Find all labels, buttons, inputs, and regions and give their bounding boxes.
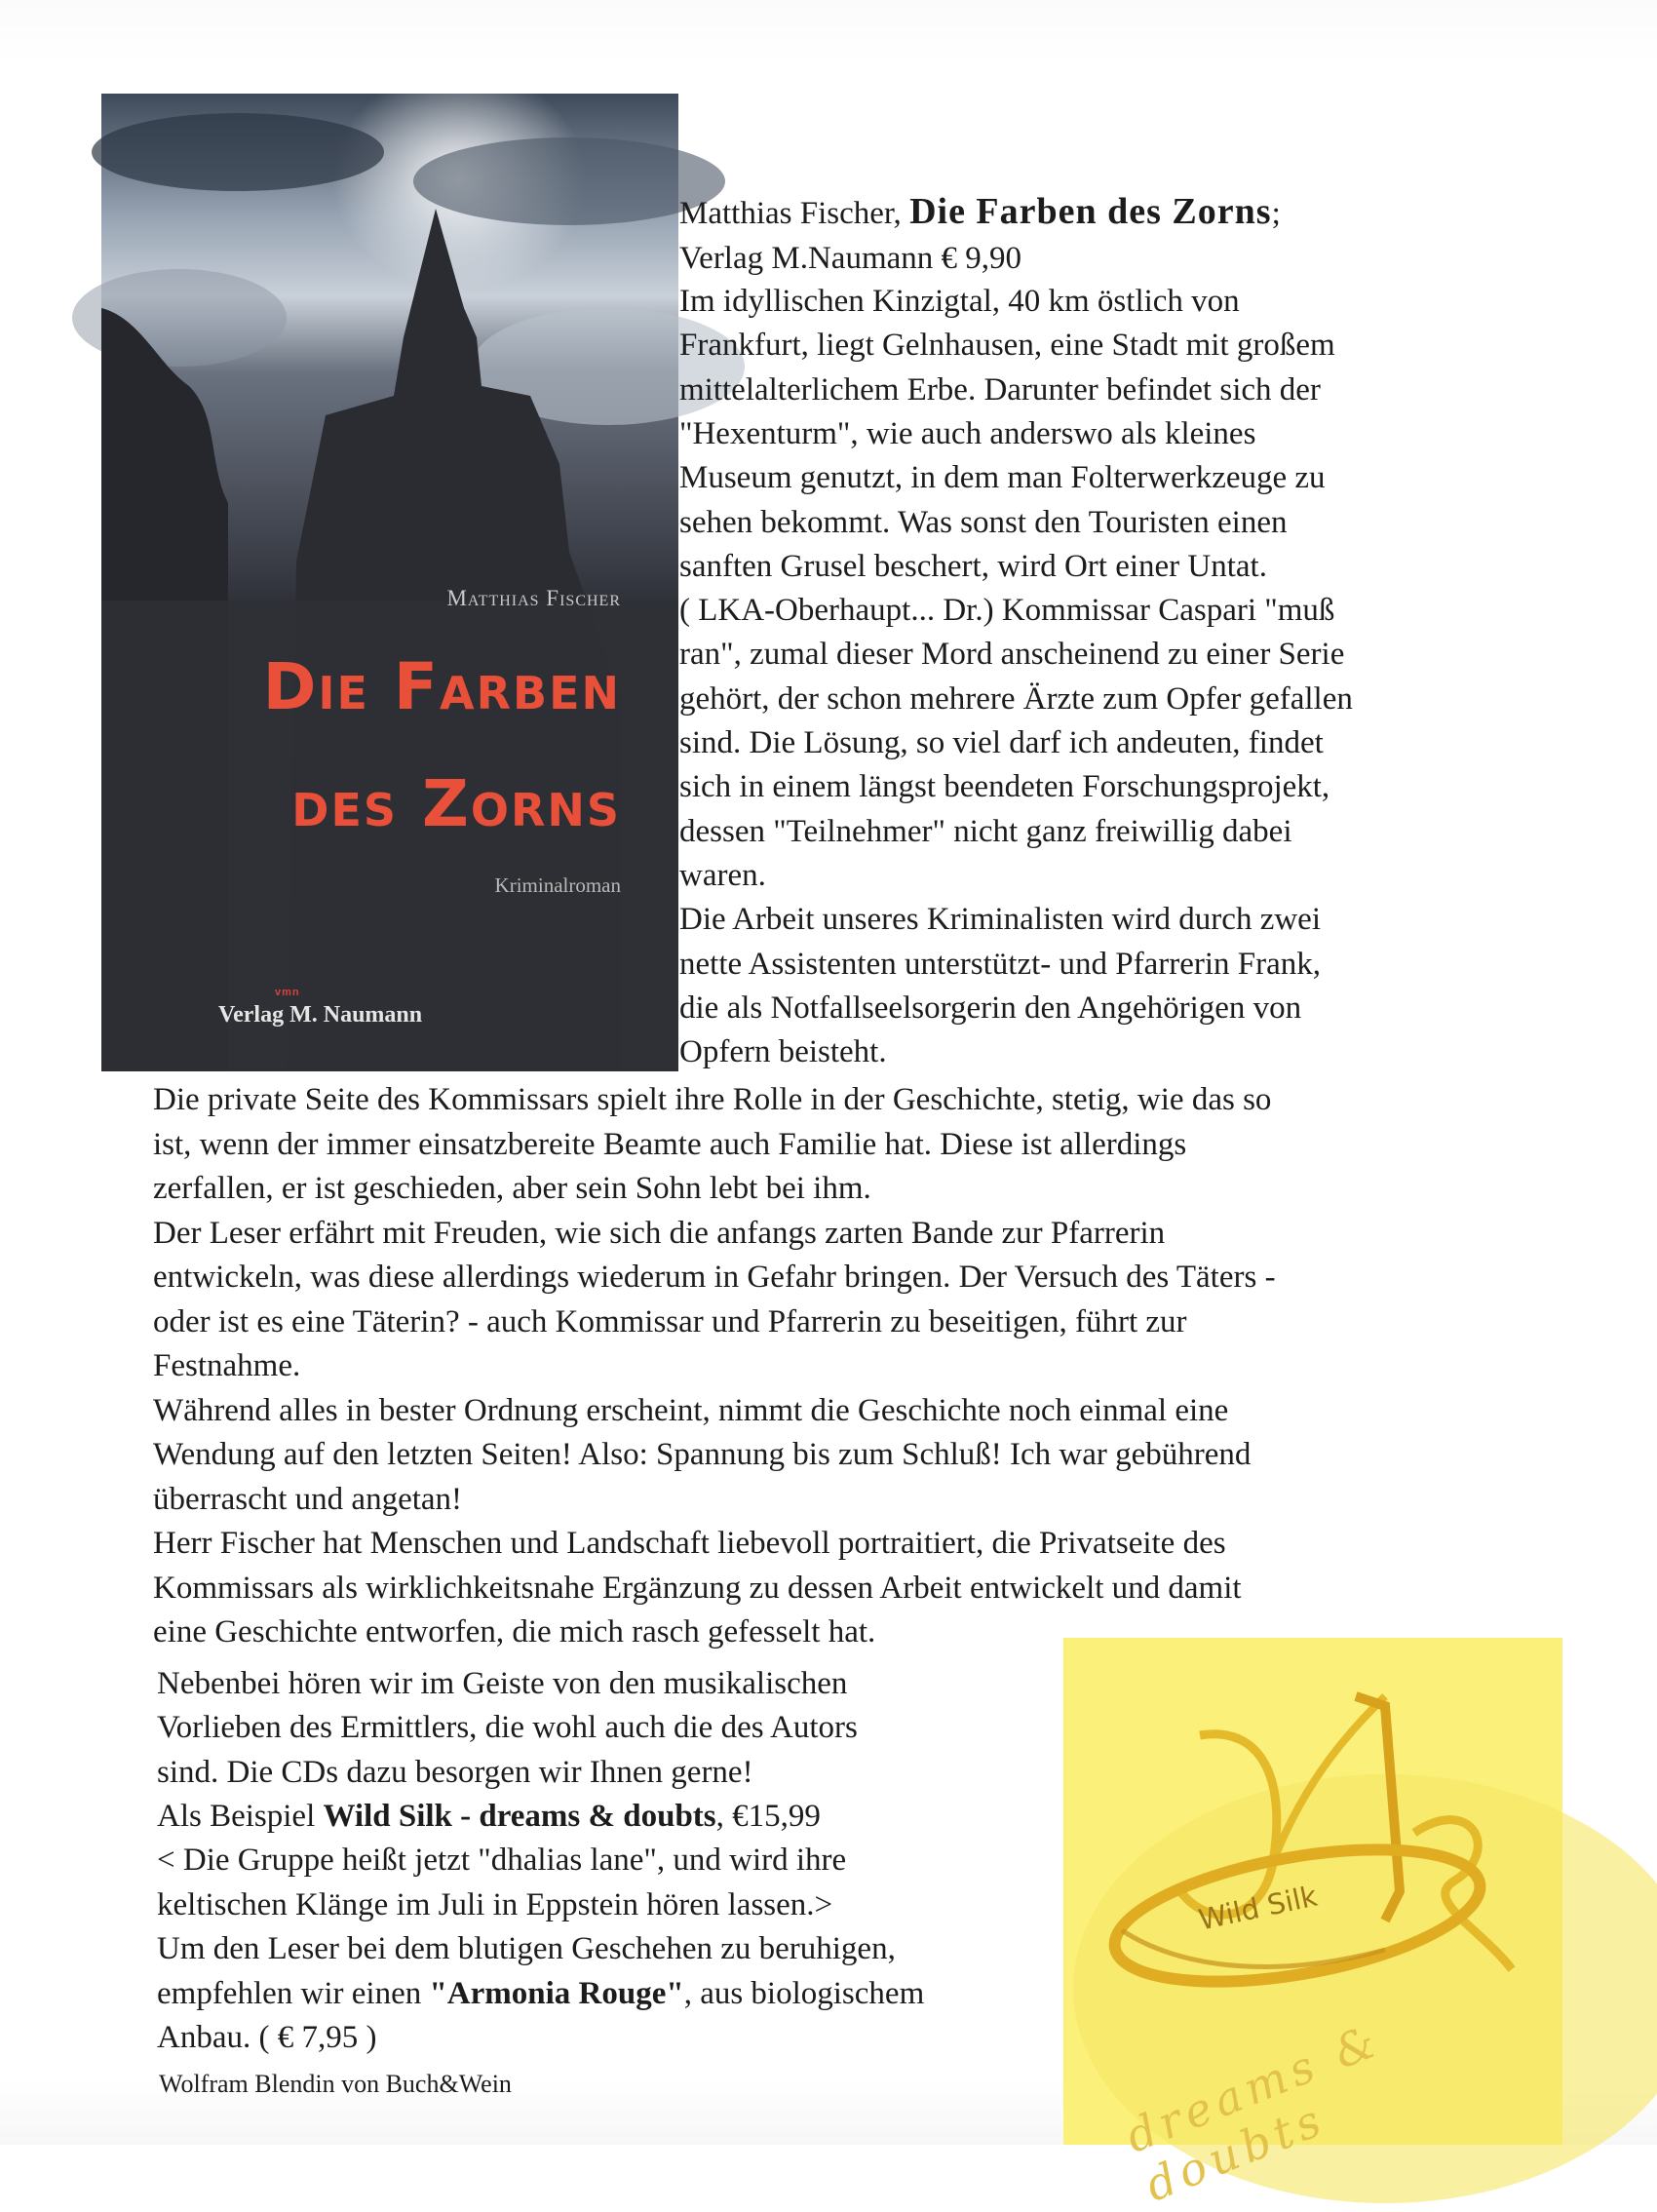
heading-punctuation: ; [1271,196,1281,231]
book-title: Die Farben des Zorns [909,191,1272,232]
cover-title-line1: Die Farben [262,649,621,724]
cd-title: Wild Silk - dreams & doubts [323,1799,716,1834]
cd-cover-image [1063,1638,1562,2212]
cover-publisher: Verlag M. Naumann [218,1002,423,1028]
text-line: sich in einem längst beendeten Forschungsprojekt, [679,769,1330,805]
book-cover-image [101,94,678,1071]
text-line: zerfallen, er ist geschieden, aber sein Sohn lebt bei ihm. [153,1171,871,1206]
text-line: ( LKA-Oberhaupt... Dr.) Kommissar Caspari "muß [679,593,1335,629]
cd-example-line [157,1797,821,1836]
text-line: eine Geschichte entworfen, die mich rasch gefesselt hat. [153,1614,876,1649]
publisher-logo: vmn [275,987,300,998]
text-line: waren. [679,857,766,893]
cover-genre: Kriminalroman [494,873,621,897]
text-line: Nebenbei hören wir im Geiste von den musikalischen [157,1666,848,1701]
text-line: Die Arbeit unseres Kriminalisten wird durch zwei [679,902,1321,938]
text-line: sehen bekommt. Was sonst den Touristen einen [679,504,1288,540]
text-line: Während alles in bester Ordnung erscheint, nimmt die Geschichte noch einmal eine [153,1392,1229,1428]
signature: Wolfram Blendin von Buch&Wein [159,2070,512,2098]
text-line: entwickeln, was diese allerdings wiederum in Gefahr bringen. Der Versuch des Täters - [153,1260,1276,1295]
text-line: mittelalterlichem Erbe. Darunter befindet sich der [679,371,1321,407]
wine-prefix: empfehlen wir einen [157,1976,430,2011]
cd-price: , €15,99 [715,1799,821,1834]
text-line: Frankfurt, liegt Gelnhausen, eine Stadt mit großem [679,328,1335,364]
cover-photo [101,94,678,1071]
cd-tagline: dreams & doubts [1118,2012,1389,2212]
text-line: keltischen Klänge im Juli in Eppstein hören lassen.> [157,1886,833,1922]
text-line: sanften Grusel beschert, wird Ort einer Untat. [679,548,1267,584]
text-line: < Die Gruppe heißt jetzt "dhalias lane", und wird ihre [157,1843,847,1878]
text-line: oder ist es eine Täterin? - auch Kommissar und Pfarrerin zu beseitigen, führt zur [153,1303,1187,1339]
text-line: Vorlieben des Ermittlers, die wohl auch die des Autors [157,1710,858,1746]
publisher-price: Verlag M.Naumann € 9,90 [679,241,1022,276]
text-line: Wendung auf den letzten Seiten! Also: Spannung bis zum Schluß! Ich war gebührend [153,1437,1252,1472]
text-line: Kommissars als wirklichkeitsnahe Ergänzung zu dessen Arbeit entwickelt und damit [153,1570,1242,1606]
wine-recommendation-line [157,1974,924,2013]
text-line: "Hexenturm", wie auch anderswo als kleines [679,415,1256,451]
text-line: ran", zumal dieser Mord anscheinend zu einer Serie [679,637,1345,673]
cd-brand: Wild Silk [1195,1879,1321,1937]
text-line: Um den Leser bei dem blutigen Geschehen zu beruhigen, [157,1931,896,1966]
example-prefix: Als Beispiel [157,1799,324,1834]
text-line: Museum genutzt, in dem man Folterwerkzeuge zu [679,460,1326,496]
text-line: dessen "Teilnehmer" nicht ganz freiwillig dabei [679,813,1292,849]
text-line: Herr Fischer hat Menschen und Landschaft liebevoll portraitiert, die Privatseite des [153,1526,1226,1561]
review-heading [679,192,1281,233]
text-line: die als Notfallseelsorgerin den Angehörigen von [679,990,1302,1026]
cover-author: Matthias Fischer [446,586,621,610]
wine-suffix: , aus biologischem [683,1976,925,2011]
text-line: gehört, der schon mehrere Ärzte zum Opfer gefallen [679,680,1353,717]
text-line: Die private Seite des Kommissars spielt ihre Rolle in der Geschichte, stetig, wie das so [153,1082,1272,1117]
text-line: sind. Die CDs dazu besorgen wir Ihnen gerne! [157,1754,753,1790]
text-line: ist, wenn der immer einsatzbereite Beamte auch Familie hat. Diese ist allerdings [153,1126,1187,1162]
text-line: Der Leser erfährt mit Freuden, wie sich die anfangs zarten Bande zur Pfarrerin [153,1215,1166,1251]
wine-price-line: Anbau. ( € 7,95 ) [157,2020,377,2055]
cover-title-line2: des Zorns [291,766,621,841]
book-author: Matthias Fischer, [679,196,910,231]
text-line: überrascht und angetan! [153,1481,463,1517]
text-line: nette Assistenten unterstützt- und Pfarrerin Frank, [679,946,1322,982]
text-line: Im idyllischen Kinzigtal, 40 km östlich von [679,284,1240,319]
text-line: sind. Die Lösung, so viel darf ich andeuten, findet [679,725,1324,760]
text-line: Festnahme. [153,1348,301,1383]
text-line: Opfern beisteht. [679,1034,887,1070]
wine-name: "Armonia Rouge" [429,1976,684,2011]
